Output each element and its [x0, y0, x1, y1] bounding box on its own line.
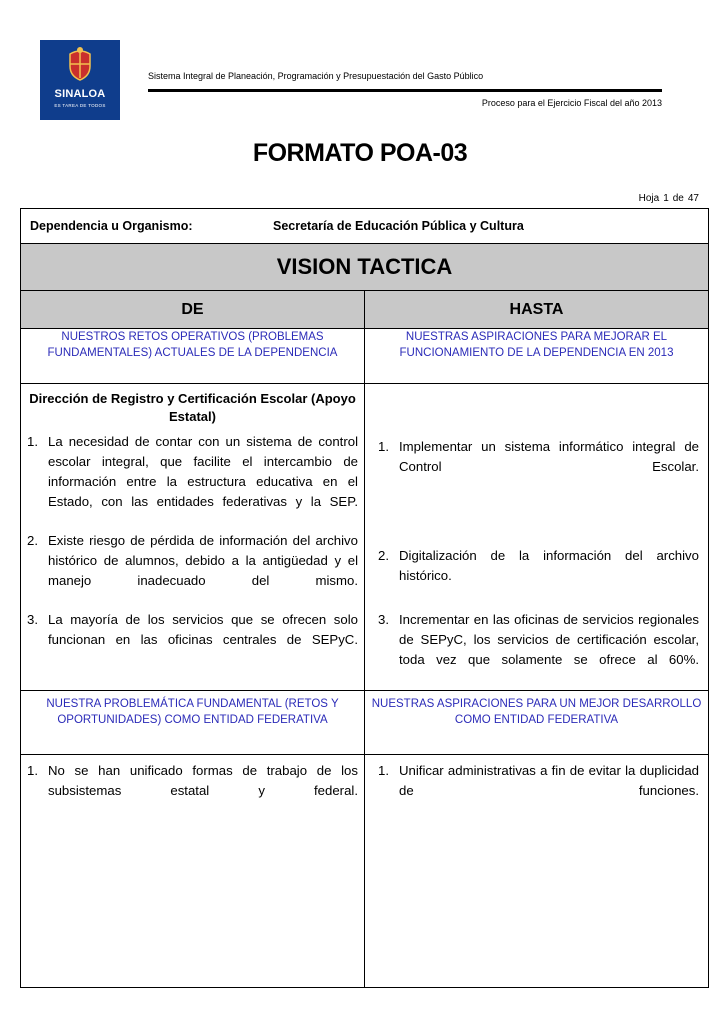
list-item: 3. Incrementar en las oficinas de servicios regionales de SEPyC, los servicios de certificación escolar, toda vez que solamente se ofrece al 60%. — [378, 612, 699, 667]
list-item: 2. Digitalización de la información del archivo histórico. — [378, 548, 699, 583]
section1-left-heading: NUESTROS RETOS OPERATIVOS (PROBLEMAS FUNDAMENTALES) ACTUALES DE LA DEPENDENCIA — [47, 331, 338, 359]
list-item: 1. Implementar un sistema informático integral de Control Escolar. — [378, 439, 699, 474]
row-divider — [21, 754, 708, 755]
list-item: 1. La necesidad de contar con un sistema de control escolar integral, que facilite el intercambio de información entre la estructura educativa en el Estado, con las entidades federativas y la SEP. — [27, 434, 358, 509]
vision-table — [20, 208, 709, 988]
coat-of-arms-icon — [64, 46, 96, 82]
system-title: Sistema Integral de Planeación, Programación y Presupuestación del Gasto Público — [148, 71, 484, 81]
page-label: Hoja — [638, 193, 660, 204]
vision-title: VISION TACTICA — [21, 244, 708, 291]
list-item: 1. Unificar administrativas a fin de evitar la duplicidad de funciones. — [378, 763, 699, 798]
column-to: HASTA — [509, 301, 564, 318]
column-divider — [364, 291, 365, 987]
process-title: Proceso para el Ejercicio Fiscal del año 2013 — [481, 98, 662, 108]
header-divider — [148, 89, 662, 92]
row-divider — [21, 690, 708, 691]
document-title: FORMATO POA-03 — [252, 139, 468, 167]
column-from: DE — [181, 301, 204, 318]
list-item: 3. La mayoría de los servicios que se ofrecen solo funcionan en las oficinas centrales de SEPyC. — [27, 612, 358, 647]
logo-tagline: ES TAREA DE TODOS — [54, 103, 106, 108]
dependency-value: Secretaría de Educación Pública y Cultura — [273, 219, 524, 233]
sinaloa-logo — [40, 40, 120, 120]
list-item: 1. No se han unificado formas de trabajo de los subsistemas estatal y federal. — [27, 763, 358, 798]
section1-subheading: Dirección de Registro y Certificación Escolar (Apoyo Estatal) — [29, 391, 356, 424]
page-current: 1 — [663, 193, 669, 204]
page-sep: de — [672, 193, 684, 204]
dependency-row — [21, 209, 708, 244]
logo-name: SINALOA — [54, 88, 106, 100]
section1-right-heading: NUESTRAS ASPIRACIONES PARA MEJORAR EL FUNCIONAMIENTO DE LA DEPENDENCIA EN 2013 — [399, 331, 674, 359]
page-indicator — [635, 193, 699, 204]
dependency-label: Dependencia u Organismo: — [30, 219, 193, 233]
list-item: 2. Existe riesgo de pérdida de información del archivo histórico de alumnos, debido a la antigüedad y el manejo inadecuado del mismo. — [27, 533, 358, 588]
row-divider — [21, 383, 708, 384]
section2-left-heading: NUESTRA PROBLEMÁTICA FUNDAMENTAL (RETOS Y OPORTUNIDADES) COMO ENTIDAD FEDERATIVA — [46, 698, 339, 726]
section2-right-heading: NUESTRAS ASPIRACIONES PARA UN MEJOR DESARROLLO COMO ENTIDAD FEDERATIVA — [371, 698, 702, 726]
page-total: 47 — [687, 193, 699, 204]
